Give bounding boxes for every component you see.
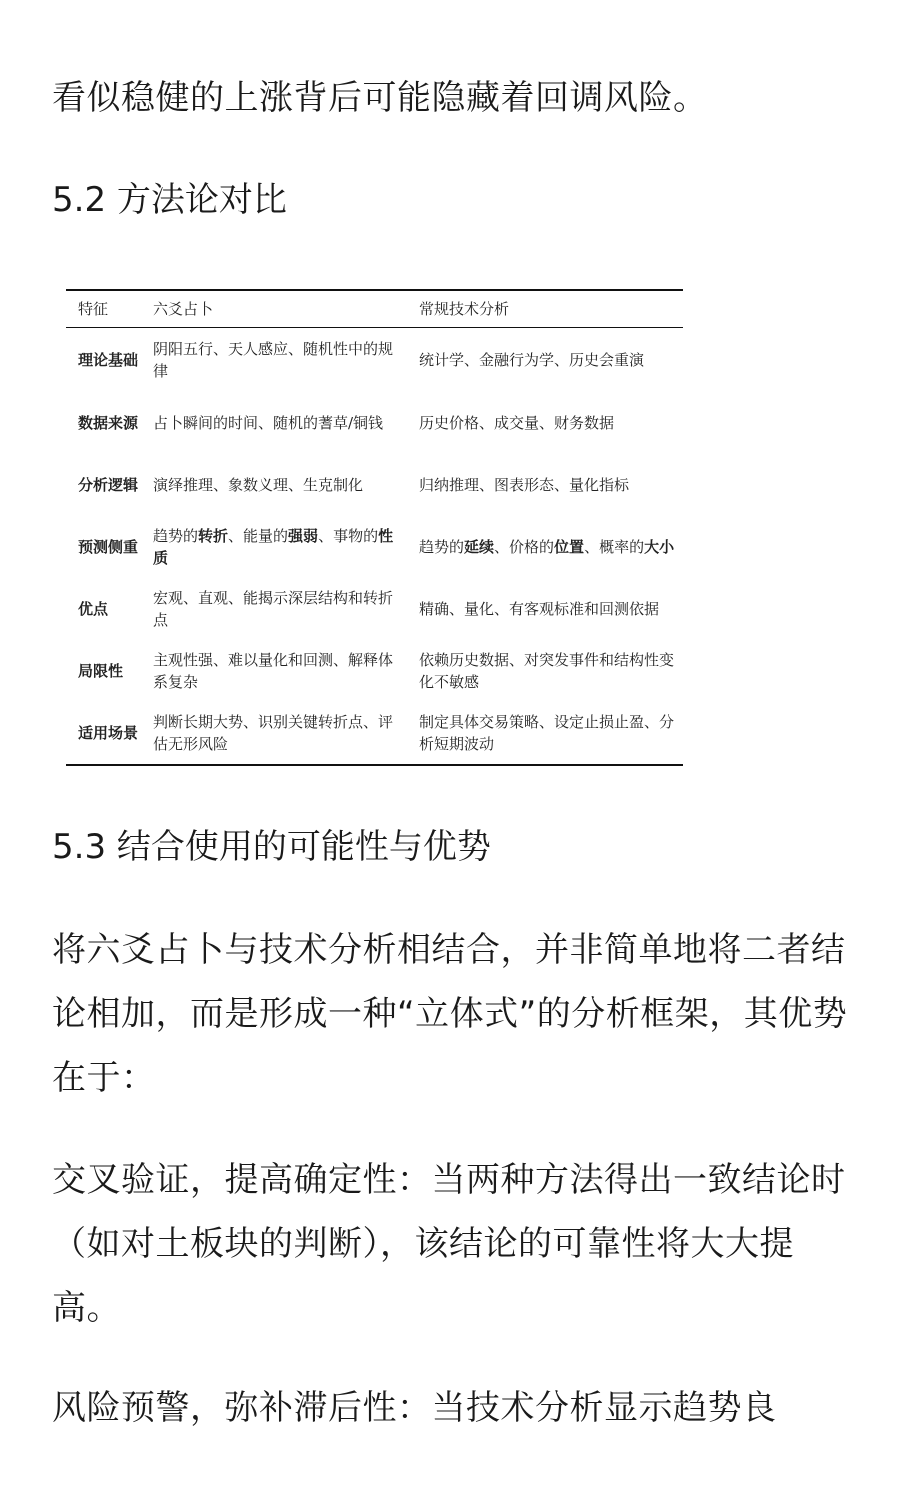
header-technical-analysis: 常规技术分析: [419, 300, 510, 318]
bold-term: 转折: [198, 527, 229, 545]
text-segment: 、价格的: [494, 538, 555, 556]
table-row: [66, 702, 683, 765]
table-row: [66, 640, 683, 702]
section-5-2-heading: 5.2 方法论对比: [52, 180, 287, 220]
bold-term: 大小: [644, 538, 675, 556]
table-header-row: [66, 290, 683, 328]
row-ta: 制定具体交易策略、设定止损止盈、分析短期波动: [419, 713, 675, 753]
row-feature: 局限性: [78, 662, 124, 680]
row-ta: 归纳推理、图表形态、量化指标: [419, 476, 630, 494]
row-feature: 优点: [78, 600, 109, 618]
row-ta: 依赖历史数据、对突发事件和结构性变化不敏感: [419, 651, 675, 691]
row-liuyao: 宏观、直观、能揭示深层结构和转折点: [153, 589, 394, 629]
bold-term: 强弱: [288, 527, 319, 545]
row-liuyao: [141, 516, 407, 578]
row-feature: 预测侧重: [78, 538, 139, 556]
row-feature: 分析逻辑: [78, 476, 139, 494]
bold-term: 位置: [554, 538, 585, 556]
row-liuyao: 判断长期大势、识别关键转折点、评估无形风险: [153, 713, 394, 753]
row-liuyao: 演绎推理、象数义理、生克制化: [153, 476, 364, 494]
row-ta: [407, 516, 683, 578]
table-row: [66, 578, 683, 640]
row-feature: 数据来源: [78, 414, 139, 432]
text-segment: 趋势的: [419, 538, 465, 556]
bold-term: 延续: [464, 538, 495, 556]
row-liuyao: 主观性强、难以量化和回测、解释体系复杂: [153, 651, 394, 691]
table-row: [66, 516, 683, 578]
text-segment: 、能量的: [228, 527, 289, 545]
intro-paragraph: 看似稳健的上涨背后可能隐藏着回调风险。: [52, 78, 708, 118]
risk-warning-paragraph: 风险预警，弥补滞后性：当技术分析显示趋势良: [52, 1388, 777, 1428]
table-row: [66, 454, 683, 516]
header-liuyao: 六爻占卜: [153, 300, 214, 318]
row-ta: 精确、量化、有客观标准和回测依据: [419, 600, 660, 618]
text-segment: 、事物的: [318, 527, 379, 545]
bold-term: 性质: [153, 527, 394, 567]
text-segment: 、概率的: [584, 538, 645, 556]
section-5-3-heading: 5.3 结合使用的可能性与优势: [52, 827, 491, 867]
row-liuyao: 占卜瞬间的时间、随机的蓍草/铜钱: [153, 414, 384, 432]
row-feature: 理论基础: [78, 351, 139, 369]
row-ta: 历史价格、成交量、财务数据: [419, 414, 615, 432]
row-feature: 适用场景: [78, 724, 139, 742]
row-liuyao: 阴阳五行、天人感应、随机性中的规律: [153, 340, 394, 380]
combination-paragraph: 将六爻占卜与技术分析相结合，并非简单地将二者结论相加，而是形成一种“立体式”的分析框架，其优势在于：: [52, 930, 848, 1098]
table-row: [66, 392, 683, 454]
text-segment: 趋势的: [153, 527, 199, 545]
cross-validation-paragraph: 交叉验证，提高确定性：当两种方法得出一致结论时（如对土板块的判断），该结论的可靠性将大大提高。: [52, 1160, 846, 1328]
methodology-comparison-table: [66, 289, 683, 766]
header-feature: 特征: [78, 300, 109, 318]
row-ta: 统计学、金融行为学、历史会重演: [419, 351, 645, 369]
table-row: [66, 328, 683, 393]
